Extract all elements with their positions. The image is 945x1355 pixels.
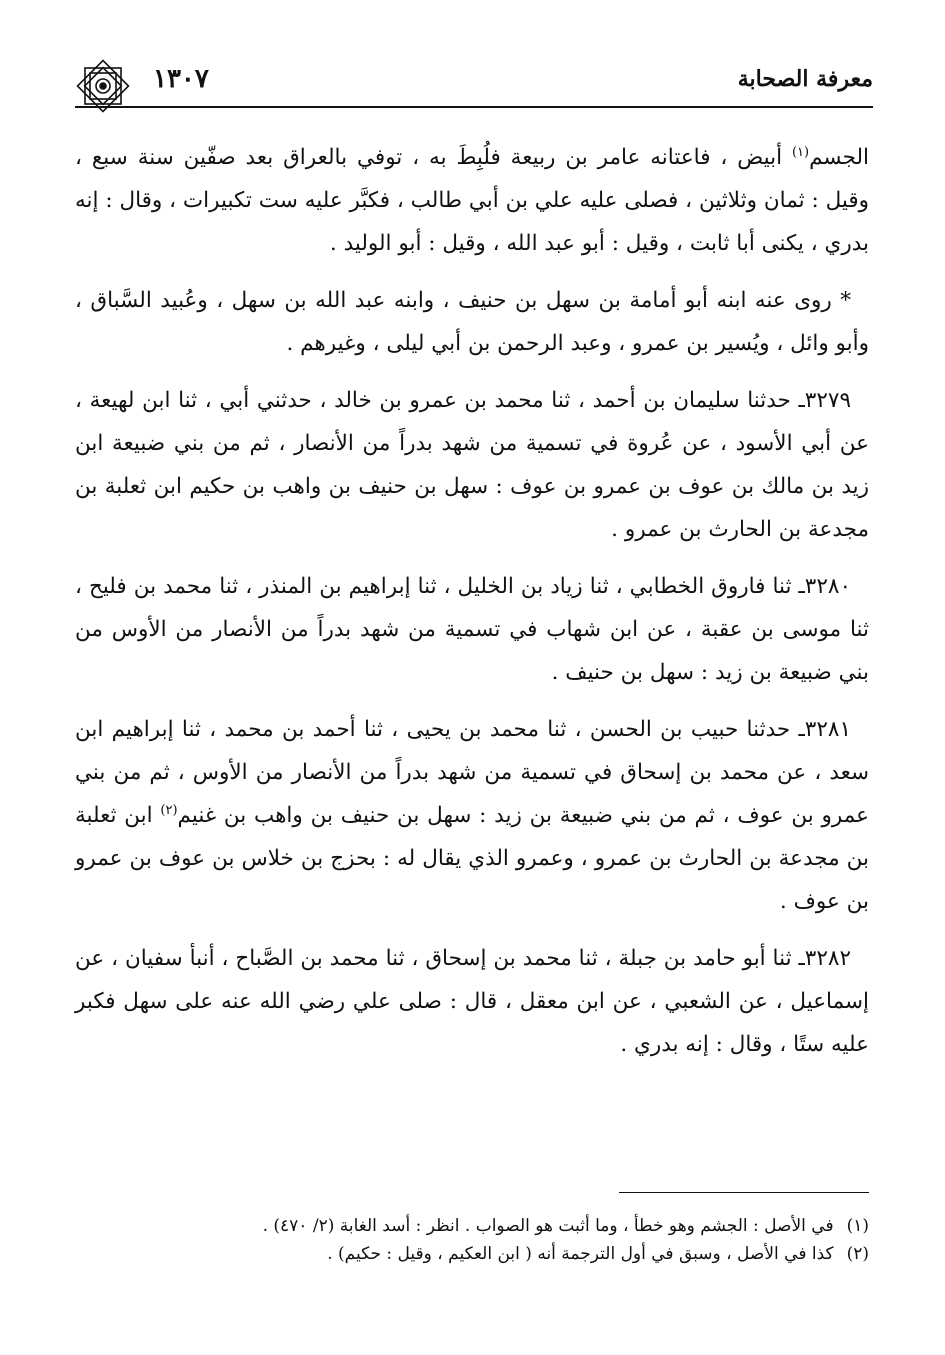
paragraph: ٣٢٨٠ـ ثنا فاروق الخطابي ، ثنا زياد بن الخليل ، ثنا إبراهيم بن المنذر ، ثنا محمد بن فليح ، ثنا موسى بن عقبة ، عن ابن شهاب في تسمية من شهد بدراً من الأنصار من الأوس من بني ضبيعة بن زيد : سهل بن حنيف . <box>75 574 869 685</box>
paragraph: ٣٢٧٩ـ حدثنا سليمان بن أحمد ، ثنا محمد بن عمرو بن خالد ، حدثني أبي ، ثنا ابن لهيعة ، عن أبي الأسود ، عن عُروة في تسمية من شهد بدراً من الأنصار ، ثم من بني ضبيعة ابن زيد بن مالك بن عوف بن عمرو بن عوف : سهل بن حنيف بن واهب بن حكيم ابن ثعلبة بن مجدعة بن الحارث بن عمرو . <box>75 388 869 542</box>
paragraph: ٣٢٨١ـ حدثنا حبيب بن الحسن ، ثنا محمد بن يحيى ، ثنا أحمد بن محمد ، ثنا إبراهيم ابن سعد ، عن محمد بن إسحاق في تسمية من شهد بدراً من الأنصار من الأوس ، ثم من بني عمرو بن عوف ، ثم من بني ضبيعة بن زيد : سهل بن حنيف بن واهب بن غنيم$^{(٢)}$ ابن ثعلبة بن مجدعة بن الحارث بن عمرو ، وعمرو الذي يقال له : بحزج بن خلاس بن عوف بن عمرو بن عوف . <box>75 717 869 914</box>
footnote <box>75 1240 869 1268</box>
footnote-reference: (١) <box>791 144 810 160</box>
footnote-mark: (٢) <box>846 1244 869 1264</box>
header-rule <box>75 106 873 108</box>
footnote <box>75 1212 869 1240</box>
page-header <box>75 58 873 110</box>
footnote-text: كذا في الأصل ، وسبق في أول الترجمة أنه ( ابن العكيم ، وقيل : حكيم) . <box>327 1244 834 1264</box>
paragraph: ٣٢٨٢ـ ثنا أبو حامد بن جبلة ، ثنا محمد بن إسحاق ، ثنا محمد بن الصَّباح ، أنبأ سفيان ، عن إسماعيل ، عن الشعبي ، عن ابن معقل ، قال : صلى علي رضي الله عنه على سهل فكبر عليه ستًا ، وقال : إنه بدري . <box>75 946 869 1057</box>
paragraph: * روى عنه ابنه أبو أمامة بن سهل بن حنيف ، وابنه عبد الله بن سهل ، وعُبيد السَّباق ، وأبو وائل ، ويُسير بن عمرو ، وعبد الرحمن بن أبي ليلى ، وغيرهم . <box>75 288 869 356</box>
footnotes <box>75 1212 869 1268</box>
footnote-mark: (١) <box>846 1216 869 1236</box>
footnote-separator <box>619 1192 869 1193</box>
paragraph: الجسم$^{(١)}$ أبيض ، فاعتانه عامر بن ربيعة فلُبِطَ به ، توفي بالعراق بعد صفّين سنة سبع ، وقيل : ثمان وثلاثين ، فصلى عليه علي بن أبي طالب ، فكبَّر عليه ست تكبيرات ، وقال : إنه بدري ، يكنى أبا ثابت ، وقيل : أبو عبد الله ، وقيل : أبو الوليد . <box>75 144 869 256</box>
footnote-reference: (٢) <box>160 802 178 818</box>
page-number: ١٣٠٧ <box>153 64 209 94</box>
footnote-text: في الأصل : الجشم وهو خطأ ، وما أثبت هو الصواب . انظر : أسد الغابة (٢/ ٤٧٠) . <box>262 1216 834 1236</box>
main-text <box>75 136 869 1080</box>
running-title: معرفة الصحابة <box>737 66 873 92</box>
